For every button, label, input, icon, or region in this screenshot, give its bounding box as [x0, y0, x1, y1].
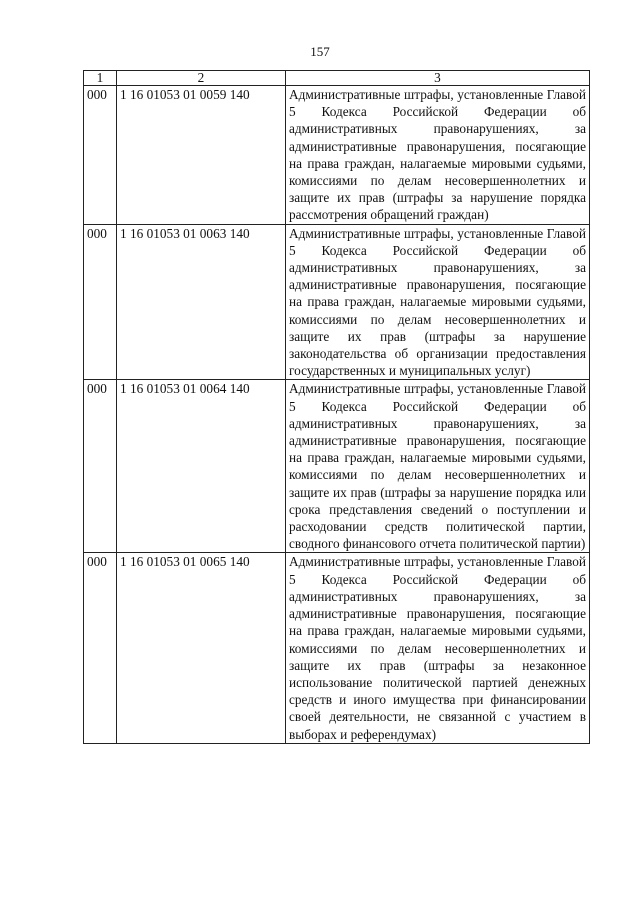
table-row	[84, 86, 590, 225]
table-row	[84, 224, 590, 380]
kbk-code-cell: 1 16 01053 01 0063 140	[117, 224, 286, 380]
description-cell: Административные штрафы, установленные Главой 5 Кодекса Российской Федерации об административных правонарушениях, за административные правонарушения, посягающие на права граждан, налагаемые мировыми судьями, комиссиями по делам несовершеннолетних и защите их прав (штрафы за нарушение порядка или срока представления сведений о поступлении и расходовании средств политической партии, сводного финансового отчета политической партии)	[286, 380, 590, 553]
revenue-codes-table	[83, 70, 590, 744]
page-number: 157	[310, 44, 330, 59]
table-row	[84, 553, 590, 743]
kbk-code-cell: 1 16 01053 01 0065 140	[117, 553, 286, 743]
table-header-row	[84, 71, 590, 86]
admin-code-cell: 000	[84, 224, 117, 380]
table-row	[84, 380, 590, 553]
kbk-code-cell: 1 16 01053 01 0064 140	[117, 380, 286, 553]
description-cell: Административные штрафы, установленные Главой 5 Кодекса Российской Федерации об административных правонарушениях, за административные правонарушения, посягающие на права граждан, налагаемые мировыми судьями, комиссиями по делам несовершеннолетних и защите их прав (штрафы за нарушение законодательства об организации предоставления государственных и муниципальных услуг)	[286, 224, 590, 380]
column-header-1: 1	[84, 71, 117, 86]
kbk-code-cell: 1 16 01053 01 0059 140	[117, 86, 286, 225]
admin-code-cell: 000	[84, 553, 117, 743]
admin-code-cell: 000	[84, 86, 117, 225]
admin-code-cell: 000	[84, 380, 117, 553]
description-cell: Административные штрафы, установленные Главой 5 Кодекса Российской Федерации об административных правонарушениях, за административные правонарушения, посягающие на права граждан, налагаемые мировыми судьями, комиссиями по делам несовершеннолетних и защите их прав (штрафы за незаконное использование политической партией денежных средств и иного имущества при финансировании своей деятельности, не связанной с участием в выборах и референдумах)	[286, 553, 590, 743]
column-header-3: 3	[286, 71, 590, 86]
description-cell: Административные штрафы, установленные Главой 5 Кодекса Российской Федерации об административных правонарушениях, за административные правонарушения, посягающие на права граждан, налагаемые мировыми судьями, комиссиями по делам несовершеннолетних и защите их прав (штрафы за нарушение порядка рассмотрения обращений граждан)	[286, 86, 590, 225]
column-header-2: 2	[117, 71, 286, 86]
